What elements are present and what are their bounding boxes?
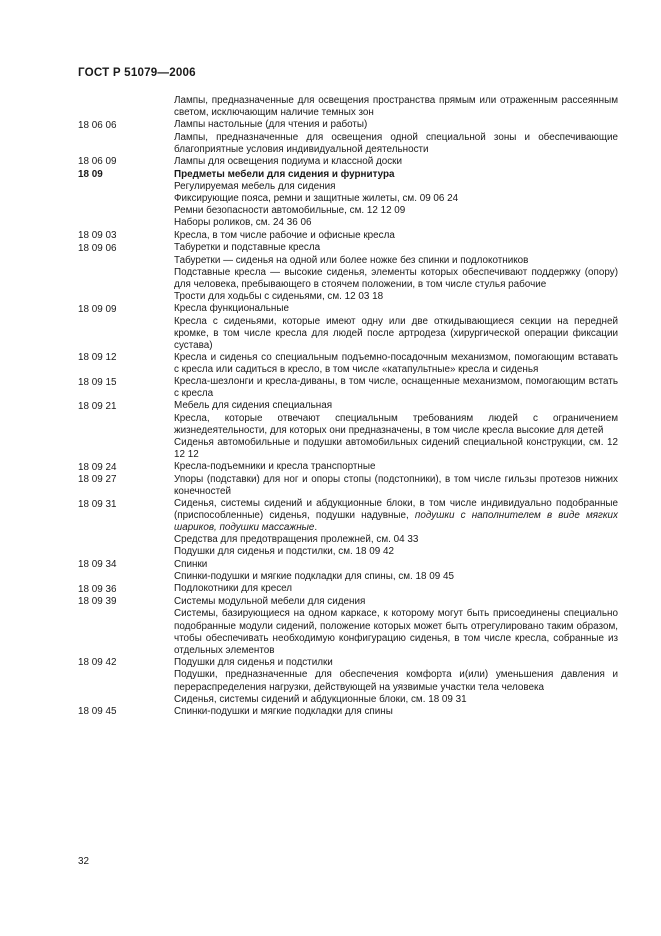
item-text: Спинки <box>174 558 208 570</box>
list-item <box>78 291 618 303</box>
item-text: Табуретки и подставные кресла <box>174 242 321 254</box>
item-text: Наборы роликов, см. 24 36 06 <box>174 217 312 229</box>
list-item <box>78 534 618 546</box>
list-item <box>78 669 618 693</box>
item-text: Кресла, в том числе рабочие и офисные кресла <box>174 229 395 241</box>
item-text: Подушки для сиденья и подстилки <box>174 656 333 668</box>
item-code: 18 09 06 <box>78 242 117 254</box>
item-text: Подлокотники для кресел <box>174 583 293 595</box>
item-code <box>78 669 174 670</box>
list-item <box>78 706 618 719</box>
list-item <box>78 255 618 267</box>
item-code: 18 06 06 <box>78 119 117 131</box>
item-text: Мебель для сидения специальная <box>174 400 333 412</box>
item-code: 18 09 09 <box>78 303 117 315</box>
item-code: 18 09 34 <box>78 559 117 571</box>
item-text: Кресла с сиденьями, которые имеют одну или две откидывающиеся секции на передней кромке, в том числе кресла для людей после артродеза (хирургической операции фиксации сустава) <box>174 315 618 351</box>
list-item <box>78 583 618 596</box>
list-item <box>78 132 618 156</box>
item-code <box>78 132 174 133</box>
section-title: Предметы мебели для сидения и фурнитура <box>174 168 395 180</box>
section-code: 18 09 <box>78 169 103 181</box>
list-item <box>78 376 618 400</box>
item-code <box>78 267 174 268</box>
list-item <box>78 316 618 352</box>
item-code <box>78 95 174 96</box>
item-text: Сиденья, системы сидений и абдукционные блоки, см. 18 09 31 <box>174 693 467 705</box>
item-code <box>78 291 174 292</box>
item-code: 18 09 31 <box>78 498 117 510</box>
item-text-main: Сиденья, системы сидений и абдукционные блоки, в том числе индивидуально подобранные (приспособленные) сиденья, подушки надувные, <box>174 498 618 522</box>
item-text: Лампы настольные (для чтения и работы) <box>174 119 368 131</box>
list-item <box>78 193 618 205</box>
item-code: 18 09 45 <box>78 706 117 718</box>
item-code <box>78 694 174 695</box>
item-text: Ремни безопасности автомобильные, см. 12 12 09 <box>174 205 406 217</box>
list-item <box>78 474 618 498</box>
item-text: Системы модульной мебели для сидения <box>174 595 366 607</box>
item-code: 18 09 42 <box>78 657 117 669</box>
item-code <box>78 181 174 182</box>
document-header: ГОСТ Р 51079—2006 <box>78 66 196 79</box>
list-item <box>78 205 618 217</box>
item-text: Кресла-шезлонги и кресла-диваны, в том числе, оснащенные механизмом, помогающим встать с кресла <box>174 376 618 400</box>
item-code: 18 09 24 <box>78 461 117 473</box>
item-code <box>78 316 174 317</box>
section-heading <box>78 169 618 182</box>
list-item <box>78 181 618 193</box>
item-text: Упоры (подставки) для ног и опоры стопы (подстопники), в том числе гильзы протезов нижних конечностей <box>174 473 618 497</box>
list-item <box>78 571 618 583</box>
list-item <box>78 95 618 119</box>
item-text: Лампы, предназначенные для освещения одной специальной зоны и обеспечивающие благоприятные условия индивидуальной деятельности <box>174 131 618 155</box>
item-code: 18 09 12 <box>78 352 117 364</box>
list-item <box>78 413 618 437</box>
list-item <box>78 267 618 291</box>
item-code: 18 09 21 <box>78 400 117 412</box>
list-item <box>78 546 618 558</box>
list-item <box>78 230 618 243</box>
item-text: Подушки, предназначенные для обеспечения комфорта и(или) уменьшения давления и перераспределения нагрузки, действующей на уязвимые участки тела человека <box>174 669 618 693</box>
list-item <box>78 657 618 670</box>
item-text-italic: подушки с наполнителем в виде мягких шариков, подушки массажные <box>174 510 618 534</box>
item-code <box>78 534 174 535</box>
list-item <box>78 303 618 316</box>
item-code: 18 09 36 <box>78 583 117 595</box>
item-text: Кресла-подъемники и кресла транспортные <box>174 461 376 473</box>
item-text: Трости для ходьбы с сиденьями, см. 12 03 18 <box>174 291 384 302</box>
list-item <box>78 217 618 229</box>
list-item <box>78 119 618 132</box>
list-item <box>78 352 618 376</box>
list-item <box>78 498 618 534</box>
item-code <box>78 205 174 206</box>
item-text-end: . <box>314 522 318 534</box>
item-code <box>78 255 174 256</box>
item-text: Фиксирующие пояса, ремни и защитные жилеты, см. 09 06 24 <box>174 193 459 205</box>
list-item <box>78 694 618 706</box>
item-text: Кресла, которые отвечают специальным требованиям людей с ограничением жизнедеятельности, для которых они предназначены, в том числе кресла высокие для детей <box>174 412 618 437</box>
item-code: 18 09 27 <box>78 474 117 486</box>
list-item <box>78 559 618 572</box>
item-code: 18 09 39 <box>78 596 117 608</box>
list-item <box>78 596 618 609</box>
list-item <box>78 437 618 461</box>
item-text: Средства для предотвращения пролежней, см. 04 33 <box>174 534 419 546</box>
item-code <box>78 571 174 572</box>
item-text <box>174 498 618 534</box>
item-code: 18 09 15 <box>78 376 117 388</box>
item-text: Лампы, предназначенные для освещения пространства прямым или отраженным рассеянным светом, исключающим наличие темных зон <box>174 95 618 119</box>
classification-list <box>78 95 618 718</box>
list-item <box>78 156 618 169</box>
item-code <box>78 608 174 609</box>
list-item <box>78 461 618 474</box>
list-item <box>78 242 618 255</box>
item-text: Сиденья автомобильные и подушки автомобильных сидений специальной конструкции, см. 12 12 12 <box>174 437 618 461</box>
item-text: Табуретки — сиденья на одной или более ножке без спинки и подлокотников <box>174 254 529 266</box>
page-number: 32 <box>78 856 89 867</box>
item-text: Регулируемая мебель для сидения <box>174 181 336 193</box>
item-text: Спинки-подушки и мягкие подкладки для спины <box>174 705 393 717</box>
item-code <box>78 413 174 414</box>
item-text: Спинки-подушки и мягкие подкладки для спины, см. 18 09 45 <box>174 571 454 583</box>
item-code: 18 09 03 <box>78 230 117 242</box>
item-text: Кресла функциональные <box>174 303 289 315</box>
item-text: Подушки для сиденья и подстилки, см. 18 09 42 <box>174 546 394 558</box>
item-text: Системы, базирующиеся на одном каркасе, к которому могут быть присоединены специально подобранные модули сидений, положение которых может быть отрегулировано таким образом, чтобы обеспечивать необходимую конфигурацию сиденья, в том числе кресла, собранные из отдельных элементов <box>174 608 618 656</box>
list-item <box>78 400 618 413</box>
list-item <box>78 608 618 656</box>
item-code <box>78 546 174 547</box>
item-code <box>78 193 174 194</box>
item-text: Подставные кресла — высокие сиденья, элементы которых обеспечивают поддержку (опору) для человека, пребывающего в стоячем положении, в том числе стулья рабочие <box>174 266 618 290</box>
item-text: Лампы для освещения подиума и классной доски <box>174 155 402 167</box>
item-code <box>78 437 174 438</box>
item-text: Кресла и сиденья со специальным подъемно-посадочным механизмом, помогающим вставать с кресла или садиться в кресло, в том числе «катапультные» кресла и сиденья <box>174 351 618 376</box>
item-code: 18 06 09 <box>78 156 117 168</box>
item-code <box>78 217 174 218</box>
